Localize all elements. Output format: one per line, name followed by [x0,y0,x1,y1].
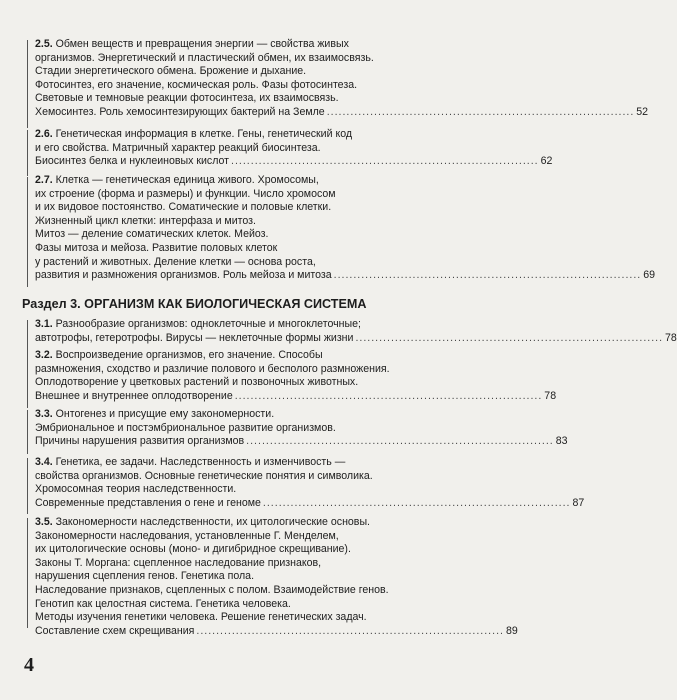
entry-number: 3.4. [35,456,53,468]
entry-number: 2.7. [35,174,53,186]
dot-leader: .............................................................................. [246,435,554,448]
toc-line: Фазы митоза и мейоза. Развитие половых клеток [35,241,278,254]
entry-text: Хемосинтез. Роль хемосинтезирующих бактерий на Земле [35,105,325,118]
entry-text: Биосинтез белка и нуклеиновых кислот [35,155,230,168]
entry-bracket-line [27,40,28,128]
page-number: 4 [24,654,34,676]
toc-entry-3-3 [35,408,568,449]
entry-text: Современные представления о гене и геноме [35,496,261,509]
dot-leader: .............................................................................. [326,105,635,118]
toc-line [35,349,390,363]
toc-line: Наследование признаков, сцепленных с полом. Взаимодействие генов. [35,583,389,596]
page-ref: 69 [643,269,656,282]
entry-text: Закономерности наследственности, их цитологические основы. [55,516,370,528]
dot-leader: .............................................................................. [196,624,504,637]
dot-leader: .............................................................................. [333,269,642,282]
entry-number: 2.5. [35,38,53,50]
toc-line [35,516,390,530]
toc-line: их цитологические основы (моно- и дигибридное скрещивание). [35,543,351,556]
dot-leader: .............................................................................. [231,155,539,168]
toc-line-with-page [35,155,553,169]
entry-bracket-line [27,518,28,628]
dot-leader: .............................................................................. [355,331,664,344]
entry-text: Генетика, ее задачи. Наследственность и изменчивость — [55,456,346,468]
toc-line-with-page [35,269,656,283]
page-ref: 89 [505,624,518,637]
toc-line: Стадии энергетического обмена. Брожение и дыхание. [35,65,307,78]
entry-text: Клетка — генетическая единица живого. Хромосомы, [55,174,319,186]
entry-text: Внешнее и внутреннее оплодотворение [35,389,233,402]
entry-bracket-line [27,410,28,454]
entry-bracket-line [27,458,28,514]
page-ref: 78 [665,331,677,344]
toc-line: организмов. Энергетический и пластический обмен, их взаимосвязь. [35,51,374,64]
toc-line [35,128,390,142]
page-ref: 52 [636,105,649,118]
entry-text: Разнообразие организмов: одноклеточные и многоклеточные; [55,318,361,330]
entry-text: автотрофы, гетеротрофы. Вирусы — неклеточные формы жизни [35,331,354,344]
toc-line [35,408,390,422]
entry-text: развития и размножения организмов. Роль мейоза и митоза [35,269,332,282]
toc-line: Жизненный цикл клетки: интерфаза и митоз. [35,214,256,227]
toc-line: и их видовое постоянство. Соматические и половые клетки. [35,201,332,214]
dot-leader: .............................................................................. [234,389,543,402]
toc-entry-2-5 [35,38,649,120]
entry-text: Воспроизведение организмов, его значение. Способы [55,349,323,361]
entry-number: 3.1. [35,318,53,330]
toc-line [35,38,390,52]
toc-line: Оплодотворение у цветковых растений и позвоночных животных. [35,376,359,389]
toc-line: Фотосинтез, его значение, космическая роль. Фазы фотосинтеза. [35,78,358,91]
page-ref: 62 [540,155,553,168]
entry-bracket-line [27,350,28,408]
toc-line: Законы Т. Моргана: сцепленное наследование признаков, [35,556,322,569]
toc-line-with-page [35,331,677,346]
toc-entry-3-4 [35,456,585,510]
toc-line [35,174,390,188]
entry-text: Причины нарушения развития организмов [35,435,245,448]
toc-entry-2-7 [35,174,656,283]
toc-line: нарушения сцепления генов. Генетика пола. [35,570,255,583]
toc-line: и его свойства. Матричный характер реакций биосинтеза. [35,141,321,154]
entry-number: 3.3. [35,408,53,420]
toc-entry-3-1 [35,318,677,345]
toc-entry-3-5 [35,516,518,638]
section-heading: Раздел 3. ОРГАНИЗМ КАК БИОЛОГИЧЕСКАЯ СИСТЕМА [22,297,367,311]
toc-line-with-page [35,496,585,511]
entry-bracket-line [27,130,28,176]
entry-bracket-line [27,177,28,287]
toc-line: Митоз — деление соматических клеток. Мейоз. [35,228,269,241]
toc-line: Световые и темновые реакции фотосинтеза, их взаимосвязь. [35,92,339,105]
toc-line: свойства организмов. Основные генетические понятия и символика. [35,469,373,482]
entry-text: Генетическая информация в клетке. Гены, генетический код [55,128,353,140]
toc-line: у растений и животных. Деление клетки — основа роста, [35,255,316,268]
toc-line-with-page [35,435,568,449]
toc-line-with-page [35,105,649,120]
toc-line [35,456,390,470]
page-ref: 78 [544,389,557,402]
toc-line-with-page [35,624,518,639]
entry-number: 3.2. [35,349,53,361]
toc-line: Генотип как целостная система. Генетика человека. [35,597,291,610]
dot-leader: .............................................................................. [262,496,571,509]
toc-line: Методы изучения генетики человека. Решение генетических задач. [35,611,367,624]
toc-line: Закономерности наследования, установленные Г. Менделем, [35,529,339,542]
page-ref: 87 [572,496,585,509]
toc-entry-3-2 [35,349,557,403]
toc-entry-2-6 [35,128,553,169]
entry-bracket-line [27,320,28,350]
toc-line [35,318,390,332]
entry-number: 3.5. [35,516,53,528]
toc-line: их строение (форма и размеры) и функции. Число хромосом [35,187,336,200]
entry-text: Обмен веществ и превращения энергии — свойства живых [55,38,349,50]
toc-line: Эмбриональное и постэмбриональное развитие организмов. [35,421,336,434]
toc-line: Хромосомная теория наследственности. [35,483,237,496]
entry-text: Составление схем скрещивания [35,624,195,637]
entry-number: 2.6. [35,128,53,140]
toc-line: размножения, сходство и различие полового и бесполого размножения. [35,362,390,375]
page-ref: 83 [555,435,568,448]
toc-line-with-page [35,389,557,404]
entry-text: Онтогенез и присущие ему закономерности. [55,408,275,420]
